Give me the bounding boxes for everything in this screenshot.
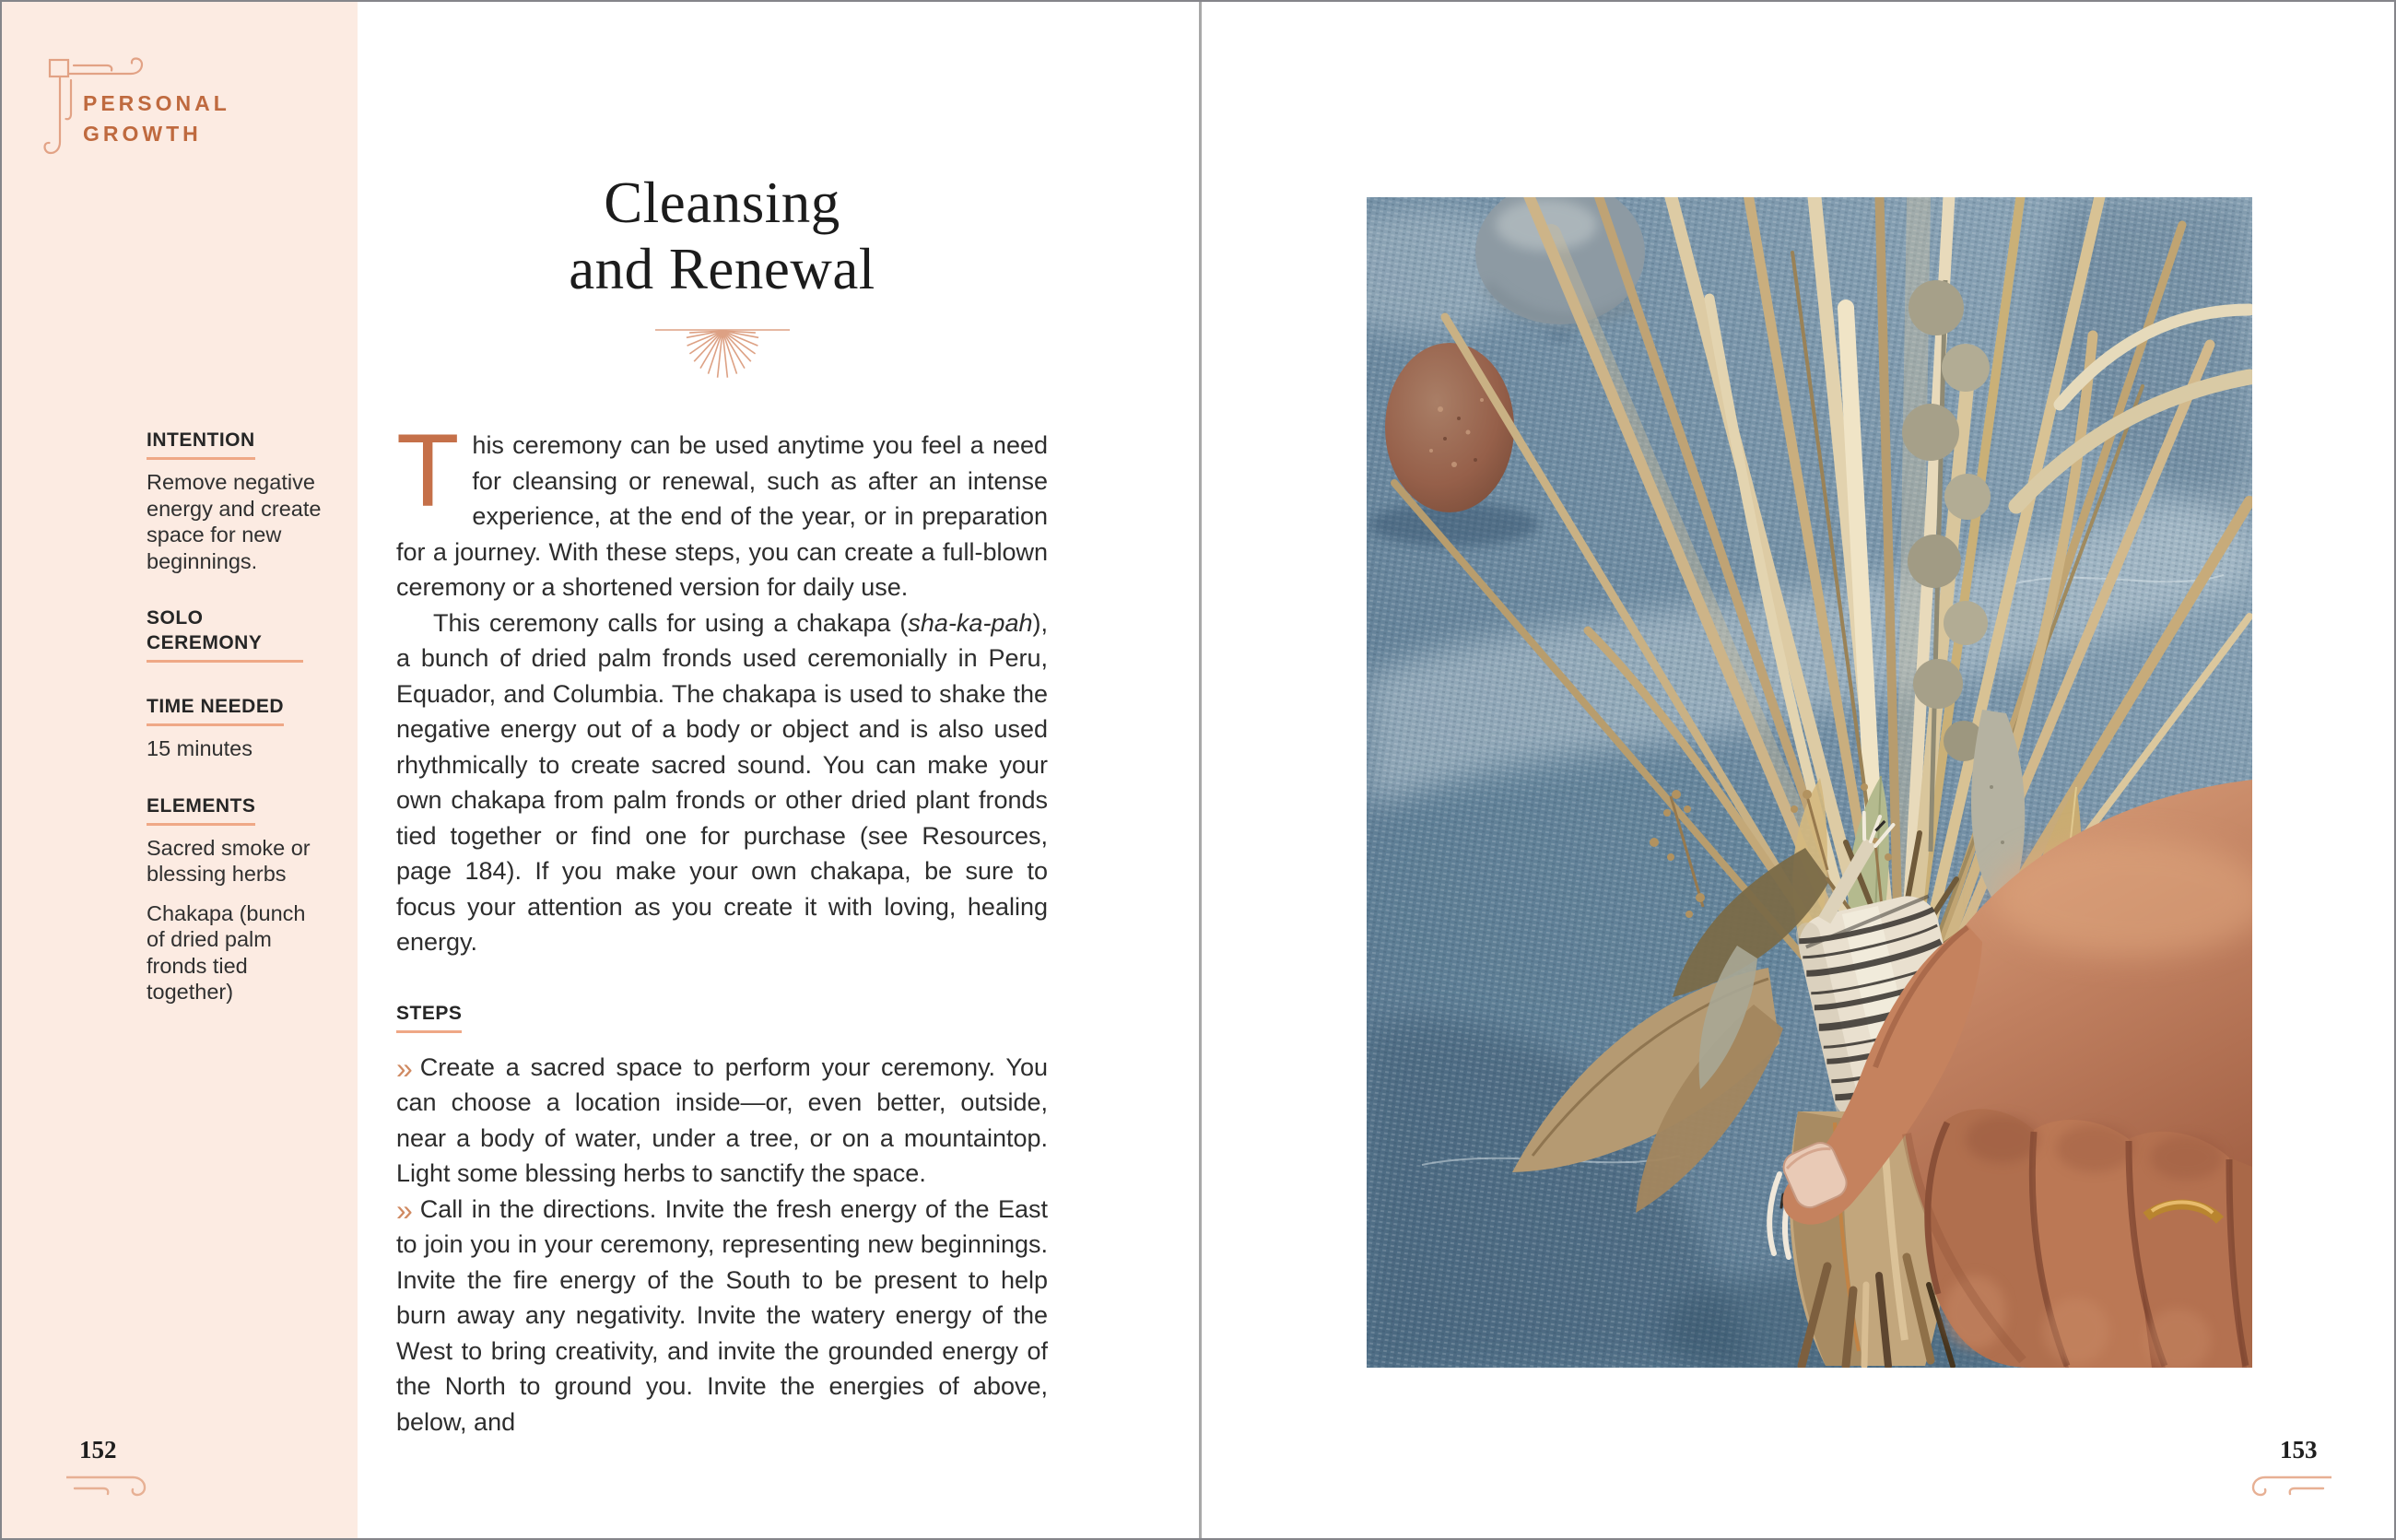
intro-text: his ceremony can be used anytime you feel a need for cleansing or renewal, such as after an intense experience, at the end of the year, or in preparation for a journey. With these steps, you can create a full-blown ceremony or a shortened version for daily use. bbox=[396, 431, 1048, 601]
body-text-column bbox=[396, 413, 1048, 1440]
paragraph-2-italic: sha-ka-pah bbox=[908, 608, 1033, 637]
sidebar-section-intention bbox=[147, 428, 322, 574]
page-title-line1: Cleansing bbox=[604, 170, 840, 235]
sunburst-ornament-icon bbox=[653, 324, 792, 382]
sidebar-section-time-needed bbox=[147, 694, 322, 762]
steps-heading: STEPS bbox=[396, 1001, 462, 1033]
chevron-bullet-icon: » bbox=[396, 1193, 411, 1227]
category-label bbox=[83, 88, 230, 149]
page-number-left: 152 bbox=[79, 1436, 117, 1464]
step-item bbox=[396, 1050, 1048, 1192]
drop-cap: T bbox=[396, 413, 460, 528]
category-label-line2: GROWTH bbox=[83, 122, 202, 146]
paragraph-2-pre: This ceremony calls for using a chakapa ( bbox=[433, 608, 909, 637]
paragraph-2 bbox=[396, 605, 1048, 960]
page-title bbox=[396, 170, 1048, 302]
sidebar-body: 15 minutes bbox=[147, 736, 253, 760]
sidebar-section-solo-ceremony bbox=[147, 605, 322, 663]
page-gutter-divider bbox=[1199, 2, 1202, 1538]
chakapa-photo bbox=[1367, 197, 2252, 1368]
category-label-line1: PERSONAL bbox=[83, 91, 230, 115]
chevron-bullet-icon: » bbox=[396, 1051, 411, 1085]
sidebar-heading: ELEMENTS bbox=[147, 794, 255, 826]
steps-heading-block bbox=[396, 993, 1048, 1033]
intro-paragraph bbox=[396, 413, 1048, 605]
chapter-title-block bbox=[396, 170, 1048, 386]
sidebar-heading: SOLO CEREMONY bbox=[147, 605, 303, 663]
footer-flourish-icon bbox=[66, 1475, 149, 1499]
sidebar-heading: INTENTION bbox=[147, 428, 255, 460]
sidebar-body: Sacred smoke or blessing herbs bbox=[147, 835, 311, 886]
sidebar-body: Remove negative energy and create space for new beginnings. bbox=[147, 470, 322, 573]
step-item bbox=[396, 1192, 1048, 1440]
page-title-line2: and Renewal bbox=[569, 237, 875, 301]
page-number-right: 153 bbox=[2280, 1436, 2318, 1464]
footer-flourish-icon bbox=[2249, 1475, 2331, 1499]
sidebar-section-elements bbox=[147, 794, 322, 1005]
sidebar-body: Chakapa (bunch of dried palm fronds tied together) bbox=[147, 900, 306, 1004]
sidebar-sections bbox=[147, 428, 322, 1037]
paragraph-2-post: ), a bunch of dried palm fronds used ceremonially in Peru, Equador, and Columbia. The chakapa is used to shake the negative energy out of a body or object and is also used rhythmically to create sacred sound. You can make your own chakapa from palm fronds or other dried plant fronds tied together or find one for purchase (see Resources, page 184). If you make your own chakapa, be sure to focus your attention as you create it with loving, healing energy. bbox=[396, 608, 1048, 956]
step-text: Call in the directions. Invite the fresh energy of the East to join you in your ceremony, representing new beginnings. Invite the fire energy of the South to be present to help burn away any negativity. Invite the watery energy of the West to bring creativity, and invite the grounded energy of the North to ground you. Invite the energies of above, below, and bbox=[396, 1194, 1048, 1436]
sidebar-heading: TIME NEEDED bbox=[147, 694, 284, 726]
step-text: Create a sacred space to perform your ceremony. You can choose a location inside—or, even better, outside, near a body of water, under a tree, or on a mountaintop. Light some blessing herbs to sanctify the space. bbox=[396, 1052, 1048, 1187]
